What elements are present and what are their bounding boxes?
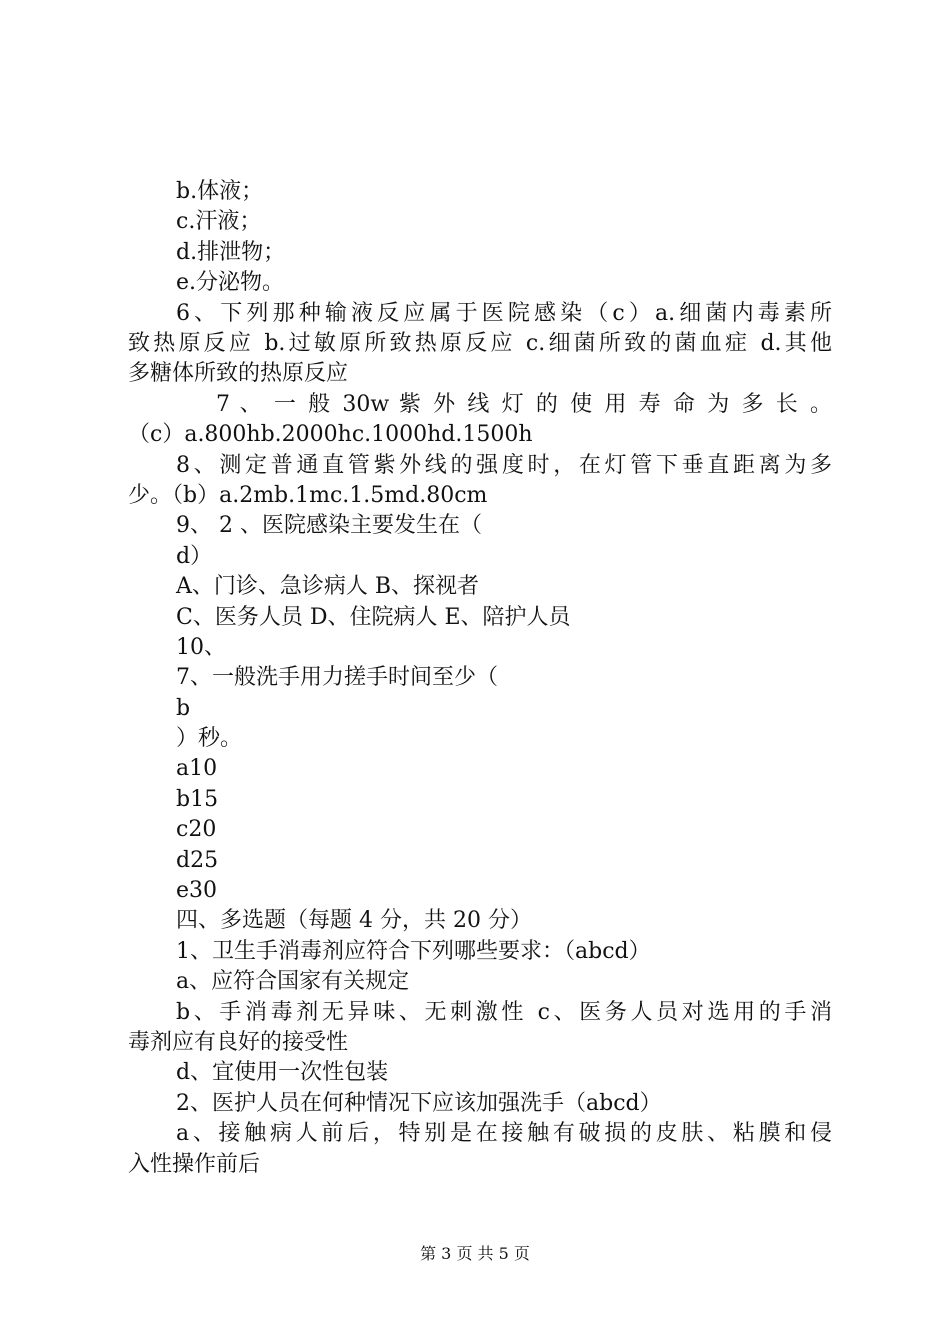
text-line: b15	[176, 786, 219, 812]
text-line: （c）a.800hb.2000hc.1000hd.1500h	[128, 422, 533, 448]
text-line: e.分泌物。	[176, 270, 285, 296]
text-line: 7、一般洗手用力搓手时间至少（	[176, 665, 498, 691]
text-line: 6、下列那种输液反应属于医院感染（c）a.细菌内毒素所	[176, 300, 832, 326]
text-line: A、门诊、急诊病人 B、探视者	[176, 574, 480, 600]
text-line: d、宜使用一次性包装	[176, 1060, 389, 1086]
text-line: d.排泄物；	[176, 239, 286, 265]
text-line: 10、	[176, 634, 226, 660]
text-line: 8、测定普通直管紫外线的强度时，在灯管下垂直距离为多	[176, 452, 832, 478]
text-line: C、医务人员 D、住院病人 E、陪护人员	[176, 604, 571, 630]
text-line: b	[176, 695, 191, 721]
text-line: b、手消毒剂无异味、无刺激性 c、医务人员对选用的手消	[176, 999, 832, 1025]
text-line: 7 、 一 般 30w 紫 外 线 灯 的 使 用 寿 命 为 多 长 。	[216, 391, 832, 417]
text-line: 入性操作前后	[128, 1151, 261, 1177]
text-line: a、应符合国家有关规定	[176, 969, 410, 995]
text-line: ）秒。	[176, 726, 243, 752]
section-heading: 四、多选题（每题 4 分，共 20 分）	[176, 908, 532, 934]
text-line: a、接触病人前后，特别是在接触有破损的皮肤、粘膜和侵	[176, 1121, 832, 1147]
document-body	[128, 177, 832, 1180]
text-line: a10	[176, 756, 218, 782]
text-line: 多糖体所致的热原反应	[128, 361, 349, 387]
text-line: 2、医护人员在何种情况下应该加强洗手（abcd）	[176, 1090, 662, 1116]
text-line: 毒剂应有良好的接受性	[128, 1030, 349, 1056]
text-line: 9、 2 、医院感染主要发生在（	[176, 513, 482, 539]
text-line: d）	[176, 543, 213, 569]
text-line: b.体液；	[176, 179, 264, 204]
text-line: 1、卫生手消毒剂应符合下列哪些要求：（abcd）	[176, 938, 651, 964]
text-line: c.汗液；	[176, 209, 262, 235]
text-line: c20	[176, 817, 217, 843]
text-line: d25	[176, 847, 219, 873]
page-footer: 第 3 页 共 5 页	[420, 1244, 530, 1263]
text-line: e30	[176, 878, 218, 904]
text-line: 致热原反应 b.过敏原所致热原反应 c.细菌所致的菌血症 d.其他	[128, 330, 832, 356]
text-line: 少。（b）a.2mb.1mc.1.5md.80cm	[128, 482, 488, 508]
